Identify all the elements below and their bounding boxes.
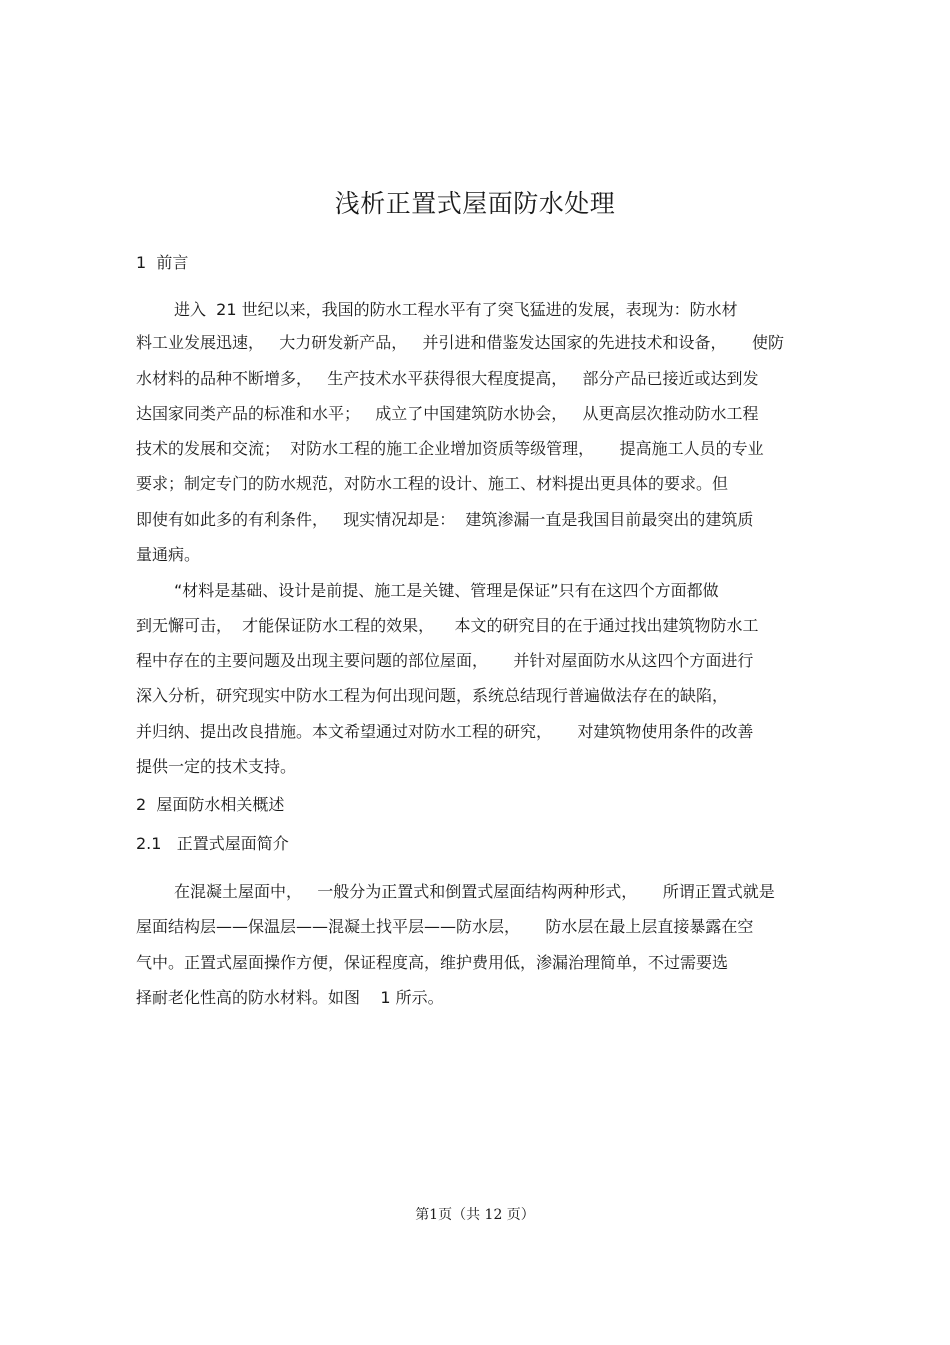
paragraph-line: 技术的发展和交流； 对防水工程的施工企业增加资质等级管理， 提高施工人员的专业	[136, 439, 764, 458]
page-number-footer: 第1页（共 12 页）	[415, 1207, 535, 1223]
paragraph-line: 在混凝土屋面中， 一般分为正置式和倒置式屋面结构两种形式， 所谓正置式就是	[174, 882, 775, 901]
paragraph-line: 到无懈可击， 才能保证防水工程的效果， 本文的研究目的在于通过找出建筑物防水工	[136, 616, 759, 635]
paragraph-line: 水材料的品种不断增多， 生产技术水平获得很大程度提高， 部分产品已接近或达到发	[136, 369, 759, 388]
paragraph-line: 达国家同类产品的标准和水平； 成立了中国建筑防水协会， 从更高层次推动防水工程	[136, 404, 759, 423]
section-heading-1: 1 前言	[136, 253, 189, 272]
document-title: 浅析正置式屋面防水处理	[334, 189, 616, 218]
section-heading-2: 2 屋面防水相关概述	[136, 795, 285, 814]
paragraph-line: 深入分析，研究现实中防水工程为何出现问题，系统总结现行普遍做法存在的缺陷，	[136, 686, 729, 705]
paragraph-line: 程中存在的主要问题及出现主要问题的部位屋面， 并针对屋面防水从这四个方面进行	[136, 651, 754, 670]
paragraph-line: 提供一定的技术支持。	[136, 757, 297, 776]
paragraph-line: 择耐老化性高的防水材料。如图 1 所示。	[136, 988, 444, 1007]
paragraph-line: “材料是基础、设计是前提、施工是关键、管理是保证”只有在这四个方面都做	[174, 581, 719, 600]
paragraph-line: 要求；制定专门的防水规范，对防水工程的设计、施工、材料提出更具体的要求。但	[136, 474, 729, 493]
section-heading-2-1: 2.1 正置式屋面简介	[136, 834, 289, 853]
paragraph-line: 屋面结构层——保温层——混凝土找平层——防水层， 防水层在最上层直接暴露在空	[136, 917, 754, 936]
paragraph-line: 进入 21 世纪以来，我国的防水工程水平有了突飞猛进的发展，表现为：防水材	[174, 300, 738, 319]
paragraph-line: 并归纳、提出改良措施。本文希望通过对防水工程的研究， 对建筑物使用条件的改善	[136, 722, 754, 741]
paragraph-line: 量通病。	[136, 545, 201, 564]
paragraph-line: 即使有如此多的有利条件， 现实情况却是： 建筑渗漏一直是我国目前最突出的建筑质	[136, 510, 754, 529]
paragraph-line: 气中。正置式屋面操作方便，保证程度高，维护费用低，渗漏治理简单，不过需要选	[136, 953, 729, 972]
paragraph-line: 料工业发展迅速， 大力研发新产品， 并引进和借鉴发达国家的先进技术和设备， 使防	[136, 333, 784, 352]
